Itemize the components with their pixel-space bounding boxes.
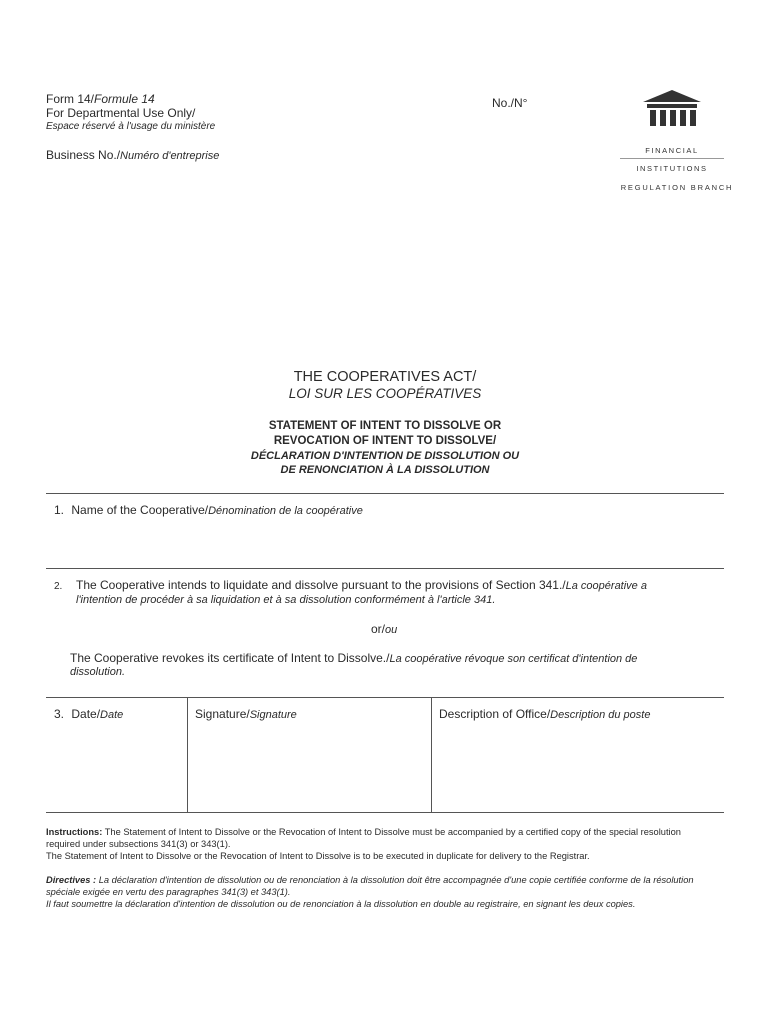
cooperative-name-field[interactable] xyxy=(46,520,724,566)
business-number-label: Business No./Numéro d'entreprise xyxy=(46,148,220,162)
signature-field[interactable] xyxy=(188,725,430,811)
statement-title-line-1: STATEMENT OF INTENT TO DISSOLVE OR xyxy=(268,420,502,432)
statement-title-fr-line-2: DE RENONCIATION À LA DISSOLUTION xyxy=(280,464,490,476)
signature-label: Signature/Signature xyxy=(195,707,297,721)
date-field[interactable] xyxy=(46,725,186,811)
office-description-label: Description of Office/Description du poste xyxy=(439,707,651,721)
statement-title-line-2: REVOCATION OF INTENT TO DISSOLVE/ xyxy=(273,435,497,447)
act-title: THE COOPERATIVES ACT/ xyxy=(293,369,477,385)
cooperative-name-label: 1. Name of the Cooperative/Dénomination de la coopérative xyxy=(54,503,363,517)
departmental-use-label-fr: Espace réservé à l'usage du ministère xyxy=(46,121,216,132)
number-label: No./N° xyxy=(492,96,528,110)
revoke-intent-text-fr: dissolution. xyxy=(70,666,126,678)
statement-title-fr-line-1: DÉCLARATION D'INTENTION DE DISSOLUTION OU xyxy=(250,450,520,462)
intent-to-dissolve-text-fr: l'intention de procéder à sa liquidation et à sa dissolution conformément à l'article 341. xyxy=(76,594,496,606)
form-number: Form 14/Formule 14 xyxy=(46,92,155,106)
intent-to-dissolve-text: The Cooperative intends to liquidate and dissolve pursuant to the provisions of Section 341./La coopérative a xyxy=(76,578,647,592)
directives-line-3: Il faut soumettre la déclaration d'intention de dissolution ou de renonciation à la dissolution en double au registraire, en signant les deux copies. xyxy=(46,899,636,909)
departmental-use-label: For Departmental Use Only/ xyxy=(46,106,196,120)
instructions-line-2: required under subsections 341(3) or 343(1). xyxy=(46,839,231,849)
date-label: 3. Date/Date xyxy=(54,707,124,721)
directives-line-2: spéciale exigée en vertu des paragraphes 341(3) et 343(1). xyxy=(46,887,291,897)
or-separator: or/ou xyxy=(371,622,398,636)
directives-line-1: Directives : La déclaration d'intention de dissolution ou de renonciation à la dissolution doit être accompagnée d'une copie certifiée conforme de la résolution xyxy=(46,875,694,885)
instructions-line-3: The Statement of Intent to Dissolve or the Revocation of Intent to Dissolve is to be executed in duplicate for delivery to the Registrar. xyxy=(46,851,590,861)
revoke-intent-text: The Cooperative revokes its certificate of Intent to Dissolve./La coopérative révoque son certificat d'intention de xyxy=(70,651,638,665)
instructions-line-1: Instructions: The Statement of Intent to Dissolve or the Revocation of Intent to Dissolve must be accompanied by a certified copy of the special resolution xyxy=(46,827,681,837)
building-logo-icon xyxy=(641,88,703,128)
logo-line-2: INSTITUTIONS xyxy=(636,164,708,173)
logo-line-1: FINANCIAL xyxy=(645,146,699,155)
office-description-field[interactable] xyxy=(432,725,724,811)
act-title-fr: LOI SUR LES COOPÉRATIVES xyxy=(288,386,482,401)
logo-line-3: REGULATION BRANCH xyxy=(620,183,734,192)
section-2-number: 2. xyxy=(54,581,63,592)
